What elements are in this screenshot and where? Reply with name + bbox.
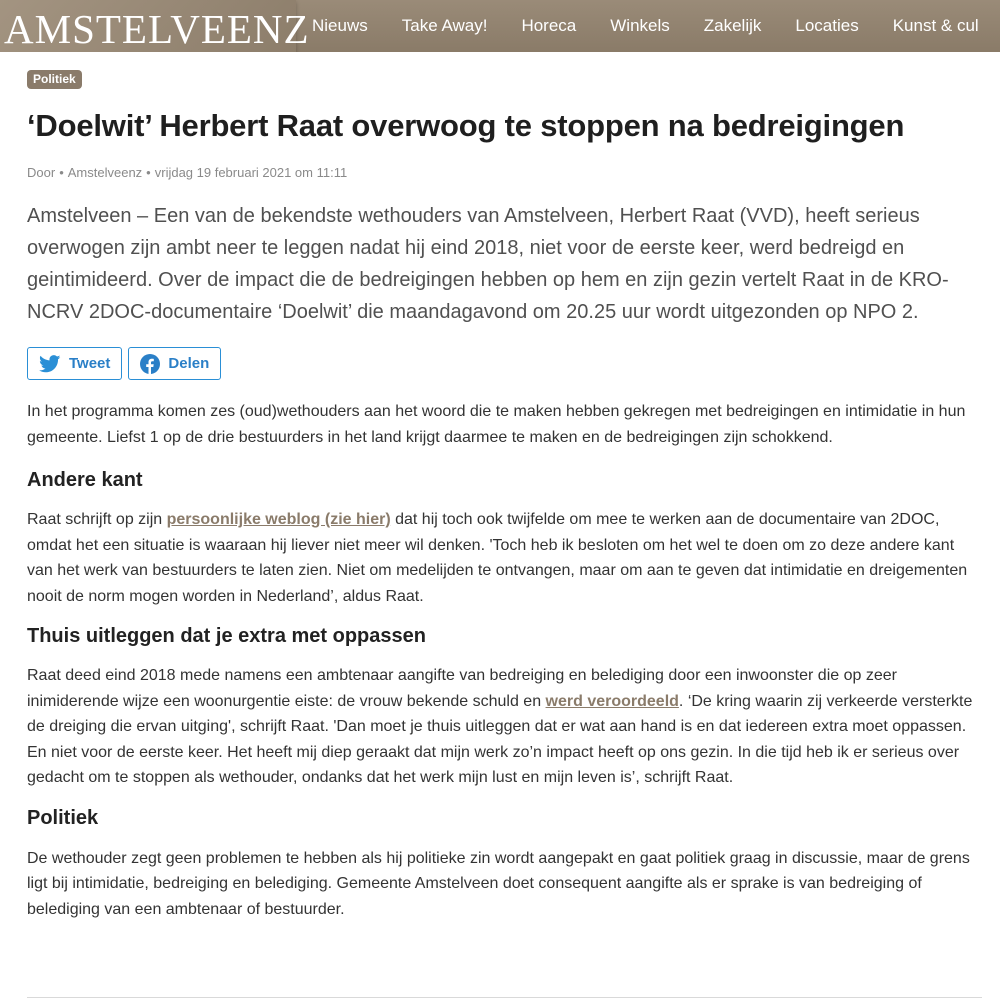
nav-item-kunst-cultuur[interactable]: Kunst & cul: [892, 16, 979, 35]
meta-separator: •: [59, 165, 64, 180]
divider: [27, 997, 982, 998]
paragraph-2: [27, 507, 982, 609]
article-lead: Amstelveen – Een van de bekendste wethouders van Amstelveen, Herbert Raat (VVD), heeft serieus overwogen zijn ambt neer te leggen nadat hij eind 2018, niet voor de eerste keer, werd bedreigd en geintimideerd. Over de impact die de bedreigingen hebben op hem en zijn gezin vertelt Raat in de KRO-NCRV 2DOC-documentaire ‘Doelwit’ die maandagavond om 20.25 uur wordt uitgezonden op NPO 2.: [27, 205, 949, 323]
tweet-button[interactable]: [27, 347, 122, 380]
meta-date: vrijdag 19 februari 2021 om 11:11: [154, 165, 348, 180]
paragraph-3: [27, 663, 982, 791]
nav-item-take-away[interactable]: Take Away!: [401, 16, 488, 35]
logo-text[interactable]: AMSTELVEENZ: [4, 5, 310, 52]
meta-author[interactable]: Amstelveenz: [67, 165, 143, 180]
paragraph-3-text-a: Raat deed eind 2018 mede namens een ambtenaar aangifte van bedreiging en belediging door een inwoonster die op zeer inimiderende wijze een woonurgentie eiste: de vrouw bekende schuld en: [27, 667, 897, 710]
article-title: ‘Doelwit’ Herbert Raat overwoog te stoppen na bedreigingen: [27, 108, 905, 143]
tweet-label: Tweet: [69, 355, 111, 372]
share-buttons: [27, 347, 982, 380]
nav-item-nieuws[interactable]: Nieuws: [312, 16, 368, 35]
facebook-icon: [140, 354, 160, 374]
paragraph-3-text-b: . ‘De kring waarin zij verkeerde versterkte de dreiging die ervan uitging', schrijft Raat. 'Dan moet je thuis uitleggen dat er wat aan hand is en dat iedereen extra moet oppassen. En niet voor de eerste keer. Het heeft mij diep geraakt dat mijn werk zo’n impact heeft op ons gezin. In die tijd heb ik er serieus over gedacht om te stoppen als wethouder, ondanks dat het werk mijn lust en mijn leven is’, schrijft Raat.: [27, 692, 973, 786]
share-label: Delen: [168, 355, 210, 372]
nav-item-horeca[interactable]: Horeca: [521, 16, 577, 35]
category-badge[interactable]: Politiek: [27, 70, 82, 89]
top-navigation-bar: [0, 0, 1000, 52]
paragraph-2-text-a: Raat schrijft op zijn: [27, 511, 167, 528]
meta-separator: •: [146, 165, 151, 180]
nav-item-winkels[interactable]: Winkels: [610, 16, 670, 35]
article-meta: [27, 165, 982, 181]
subheading-politiek: Politiek: [27, 806, 99, 829]
facebook-share-button[interactable]: [128, 347, 221, 380]
paragraph-2-text-b: dat hij toch ook twijfelde om mee te werken aan de documentaire van 2DOC, omdat het een situatie is waaraan hij liever niet meer wil denken. 'Toch heb ik besloten om het wel te doen om zo deze andere kant van het werk van bestuurders te laten zien. Niet om medelijden te ontvangen, maar om aan te geven dat intimidatie en dreigementen nooit de norm mogen worden in Nederland’, aldus Raat.: [27, 511, 968, 605]
paragraph-1: In het programma komen zes (oud)wethouders aan het woord die te maken hebben gekregen met bedreigingen en intimidatie in hun gemeente. Liefst 1 op de drie bestuurders in het land krijgt daarmee te maken en de bedreigingen zijn schokkend.: [27, 403, 966, 446]
site-logo[interactable]: [0, 0, 310, 52]
meta-by: Door: [27, 165, 56, 180]
twitter-icon: [39, 355, 61, 373]
main-nav: [312, 0, 1000, 52]
nav-item-locaties[interactable]: Locaties: [795, 16, 859, 35]
weblog-link[interactable]: persoonlijke weblog (zie hier): [166, 511, 391, 528]
subheading-andere-kant: Andere kant: [27, 469, 143, 491]
article: [27, 70, 982, 922]
subheading-thuis-uitleggen: Thuis uitleggen dat je extra met oppassen: [27, 625, 426, 647]
nav-item-zakelijk[interactable]: Zakelijk: [703, 16, 762, 35]
paragraph-4: De wethouder zegt geen problemen te hebben als hij politieke zin wordt aangepakt en gaat politiek graag in discussie, maar de grens ligt bij intimidatie, bedreiging en belediging. Gemeente Amstelveen doet consequent aangifte als er sprake is van bedreiging of belediging van een ambtenaar of bestuurder.: [27, 849, 970, 918]
veroordeeld-link[interactable]: werd veroordeeld: [545, 692, 679, 710]
